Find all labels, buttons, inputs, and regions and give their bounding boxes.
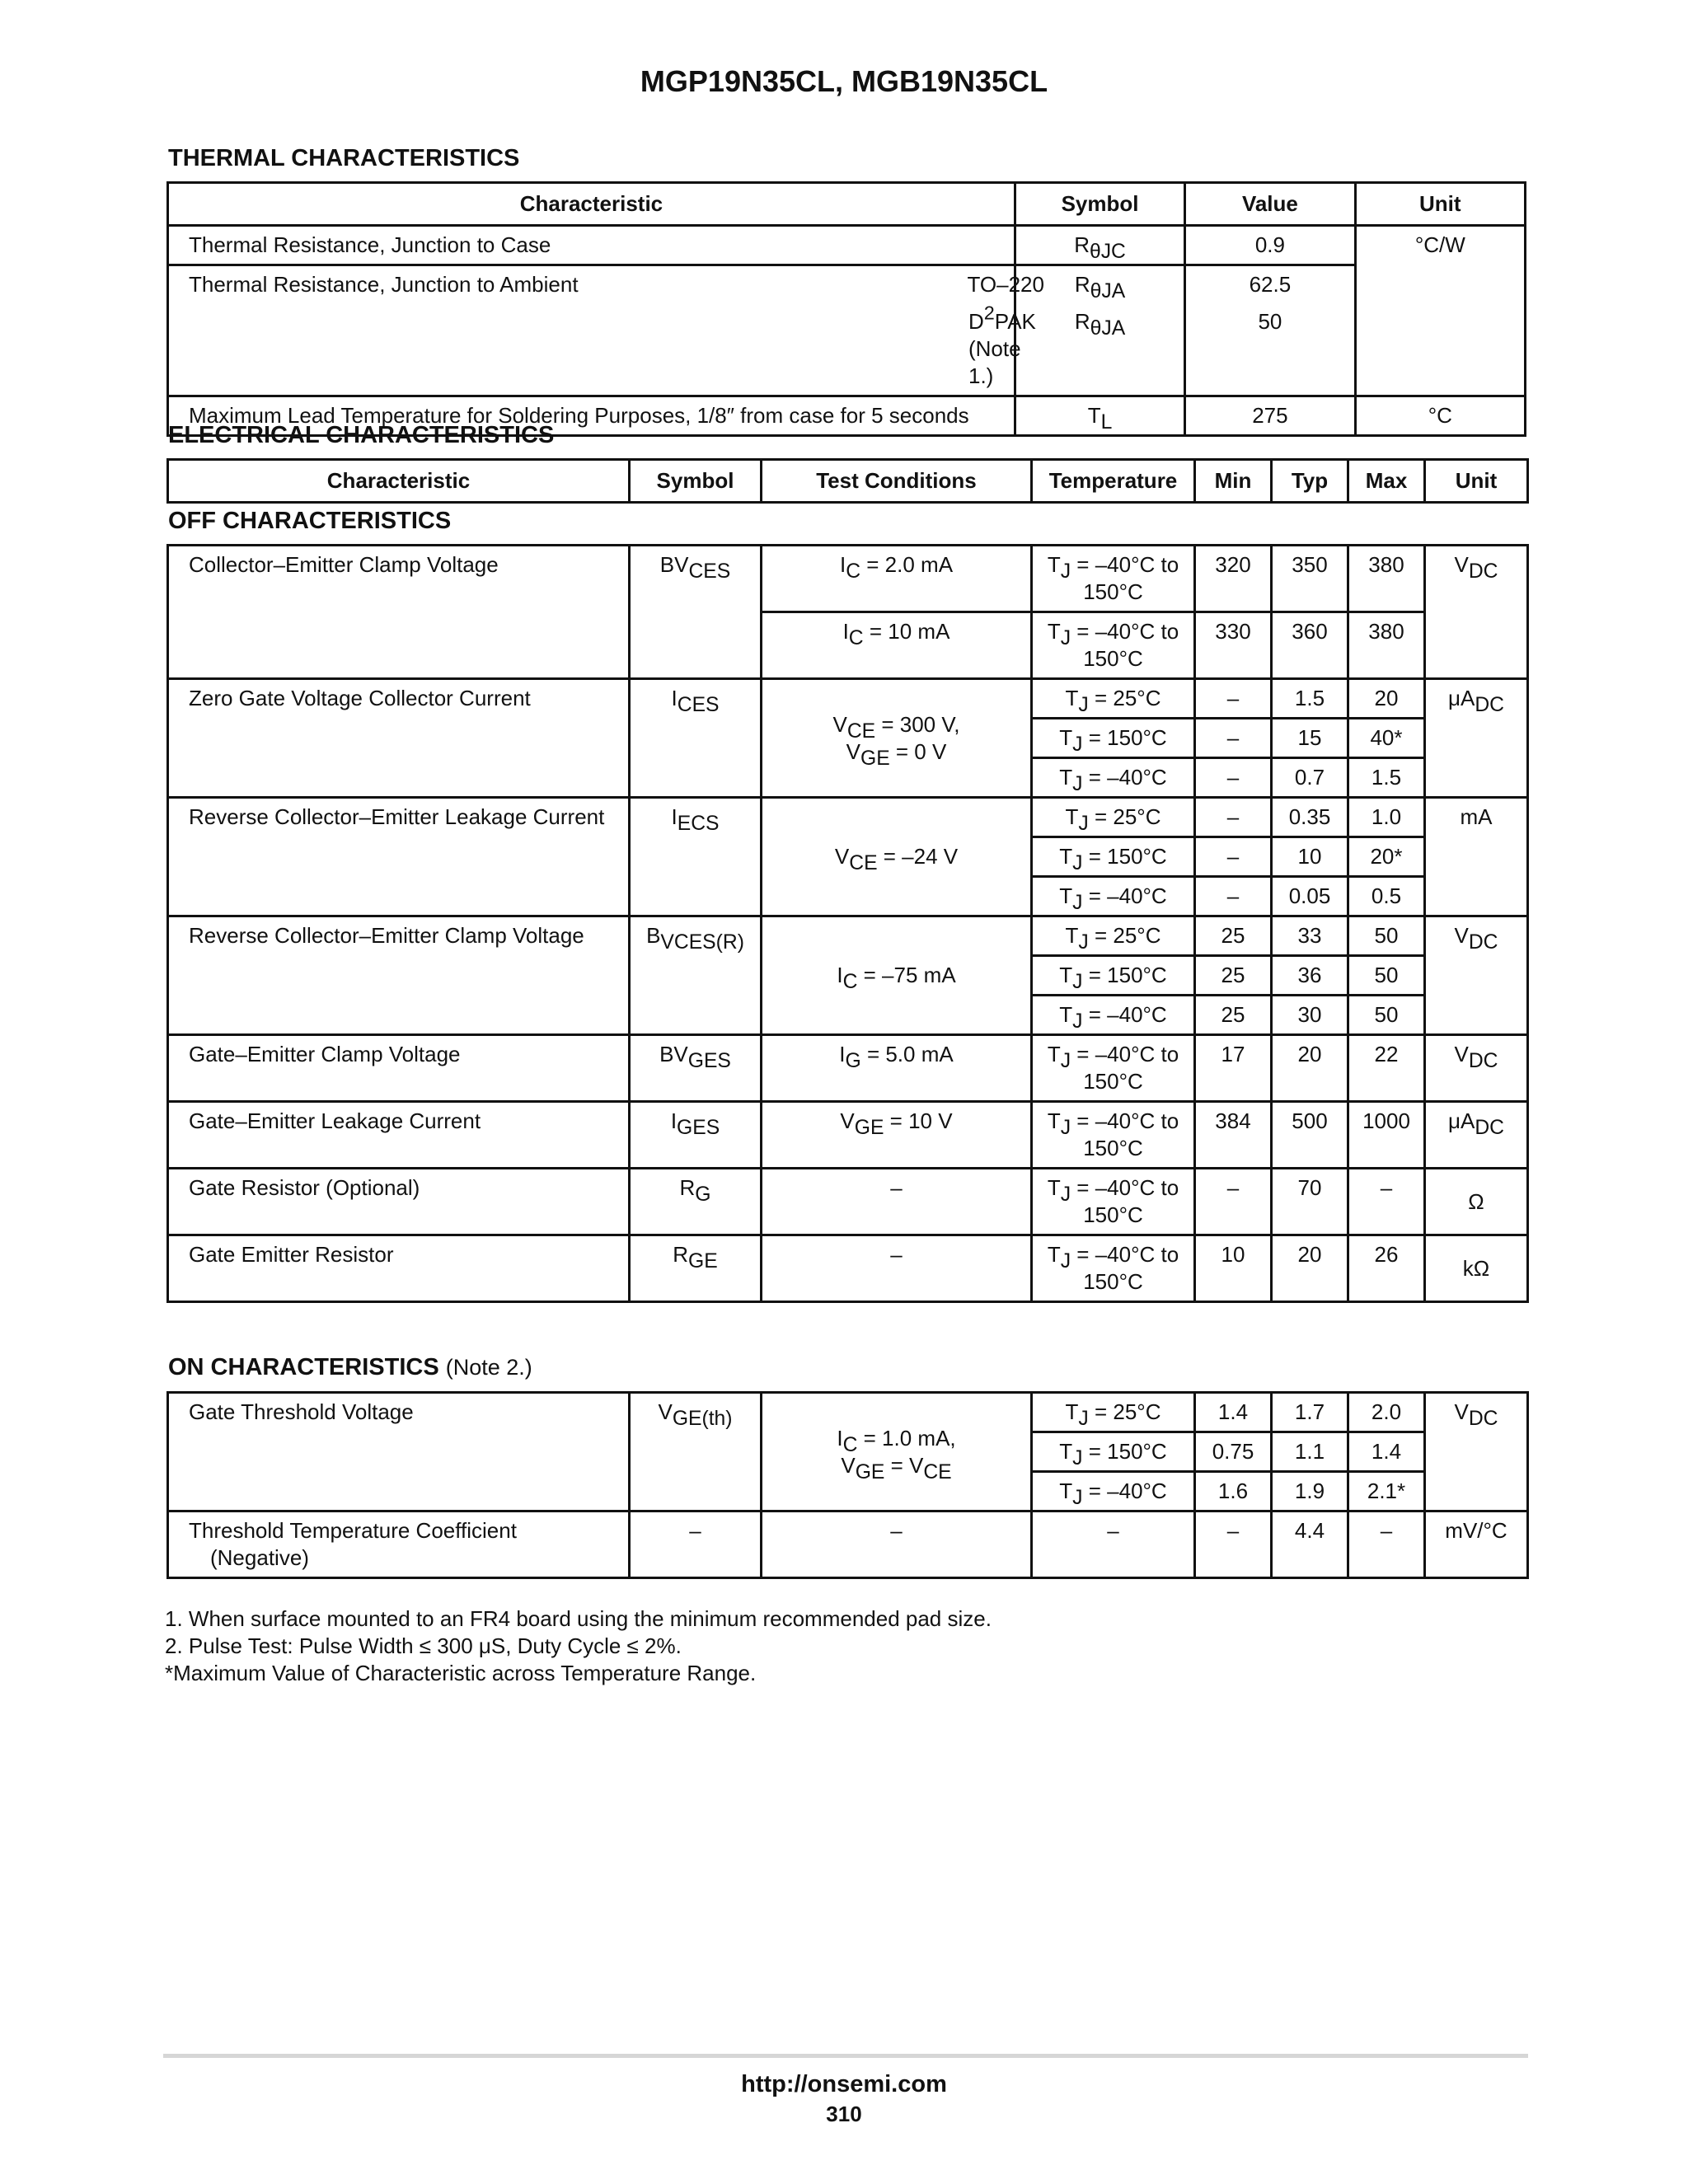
off-table: [166, 544, 1529, 1303]
min: 0.75: [1195, 1432, 1272, 1472]
typ: 20: [1272, 1035, 1348, 1102]
test-condition: $I_C = 10$ mA: [762, 612, 1032, 679]
table-row: [168, 1169, 1528, 1235]
typ: 33: [1272, 916, 1348, 956]
table-row: [168, 1035, 1528, 1102]
temperature: $T_J = -40^\circ C$ to 150°C: [1032, 612, 1195, 679]
typ: 70: [1272, 1169, 1348, 1235]
value: 0.9: [1185, 226, 1355, 265]
temperature: $T_J = -40^\circ C$: [1032, 877, 1195, 916]
temperature: $T_J = 25^\circ C$: [1032, 798, 1195, 837]
col-max: Max: [1348, 460, 1425, 503]
min: 10: [1195, 1235, 1272, 1302]
max: 0.5: [1348, 877, 1425, 916]
min: 25: [1195, 916, 1272, 956]
temperature: $T_J = 150^\circ C$: [1032, 1432, 1195, 1472]
max: 2.0: [1348, 1393, 1425, 1432]
temperature: $T_J = 25^\circ C$: [1032, 916, 1195, 956]
col-typ: Typ: [1272, 460, 1348, 503]
unit: $V_{DC}$: [1425, 916, 1528, 1035]
characteristic: Collector–Emitter Clamp Voltage: [168, 546, 630, 679]
unit: °C/W: [1355, 226, 1525, 396]
table-row: [168, 1102, 1528, 1169]
max: 2.1*: [1348, 1472, 1425, 1511]
min: –: [1195, 1169, 1272, 1235]
typ: 0.05: [1272, 877, 1348, 916]
thermal-heading: THERMAL CHARACTERISTICS: [168, 145, 520, 171]
typ: 1.9: [1272, 1472, 1348, 1511]
page-number: 310: [826, 2102, 862, 2126]
temperature: $T_J = 150^\circ C$: [1032, 719, 1195, 758]
unit: mA: [1425, 798, 1528, 916]
characteristic: Gate Threshold Voltage: [168, 1393, 630, 1511]
unit: $V_{DC}$: [1425, 1393, 1528, 1511]
temperature: $T_J = -40^\circ C$: [1032, 1472, 1195, 1511]
typ: 30: [1272, 996, 1348, 1035]
symbol: $I_{CES}$: [630, 679, 762, 798]
col-temperature: Temperature: [1032, 460, 1195, 503]
max: 40*: [1348, 719, 1425, 758]
typ: 350: [1272, 546, 1348, 612]
test-condition: $V_{GE} = 10$ V: [762, 1102, 1032, 1169]
typ: 15: [1272, 719, 1348, 758]
max: 20: [1348, 679, 1425, 719]
col-test-conditions: Test Conditions: [762, 460, 1032, 503]
characteristic: Gate–Emitter Clamp Voltage: [168, 1035, 630, 1102]
on-table: [166, 1391, 1529, 1579]
on-heading: ON CHARACTERISTICS (Note 2.): [168, 1354, 532, 1380]
typ: 1.1: [1272, 1432, 1348, 1472]
max: 1.5: [1348, 758, 1425, 798]
min: –: [1195, 758, 1272, 798]
test-condition: $V_{CE} = 300$ V, $V_{GE} = 0$ V: [762, 679, 1032, 798]
footer-link[interactable]: http://onsemi.com: [741, 2071, 947, 2097]
min: 384: [1195, 1102, 1272, 1169]
test-condition: $I_C = 2.0$ mA: [762, 546, 1032, 612]
test-condition: $V_{CE} = -24$ V: [762, 798, 1032, 916]
on-note: (Note 2.): [445, 1355, 532, 1380]
temperature: $T_J = -40^\circ C$ to 150°C: [1032, 1169, 1195, 1235]
package: TO–220: [967, 272, 1044, 297]
temperature: –: [1032, 1511, 1195, 1578]
footnote: 1. When surface mounted to an FR4 board using the minimum recommended pad size.: [165, 1606, 992, 1631]
unit: $\mu A_{DC}$: [1425, 1102, 1528, 1169]
test-condition: $I_C = 1.0$ mA, $V_{GE} = V_{CE}$: [762, 1393, 1032, 1511]
typ: 20: [1272, 1235, 1348, 1302]
max: 26: [1348, 1235, 1425, 1302]
temperature: $T_J = -40^\circ C$: [1032, 996, 1195, 1035]
symbol: $BV_{CES}$: [630, 546, 762, 679]
col-value: Value: [1185, 183, 1355, 226]
electrical-header-row: [168, 460, 1528, 503]
test-condition: –: [762, 1169, 1032, 1235]
temperature: $T_J = -40^\circ C$ to 150°C: [1032, 1235, 1195, 1302]
footer-divider: [163, 2054, 1528, 2058]
max: 380: [1348, 546, 1425, 612]
symbol: $I_{ECS}$: [630, 798, 762, 916]
symbol: $R_{GE}$: [630, 1235, 762, 1302]
symbol: $R_G$: [630, 1169, 762, 1235]
col-unit: Unit: [1355, 183, 1525, 226]
test-condition: –: [762, 1511, 1032, 1578]
electrical-header-table: [166, 458, 1529, 504]
characteristic: Maximum Lead Temperature for Soldering Purposes, 1/8″ from case for 5 seconds: [168, 396, 1015, 436]
min: –: [1195, 877, 1272, 916]
characteristic: Thermal Resistance, Junction to Ambient TO–220: [168, 265, 1015, 304]
symbol: $T_L$: [1015, 396, 1184, 436]
col-symbol: Symbol: [1015, 183, 1184, 226]
col-unit: Unit: [1425, 460, 1528, 503]
min: 25: [1195, 956, 1272, 996]
max: 380: [1348, 612, 1425, 679]
characteristic: Gate Resistor (Optional): [168, 1169, 630, 1235]
min: –: [1195, 719, 1272, 758]
min: –: [1195, 1511, 1272, 1578]
max: 1000: [1348, 1102, 1425, 1169]
temperature: $T_J = 150^\circ C$: [1032, 956, 1195, 996]
temperature: $T_J = -40^\circ C$ to 150°C: [1032, 546, 1195, 612]
max: 1.0: [1348, 798, 1425, 837]
thermal-table: [166, 181, 1526, 437]
table-row: [168, 679, 1528, 719]
table-row: [168, 1393, 1528, 1432]
symbol: $I_{GES}$: [630, 1102, 762, 1169]
unit: kΩ: [1425, 1235, 1528, 1302]
unit: $\mu A_{DC}$: [1425, 679, 1528, 798]
test-condition: –: [762, 1235, 1032, 1302]
temperature: $T_J = -40^\circ C$ to 150°C: [1032, 1102, 1195, 1169]
max: 22: [1348, 1035, 1425, 1102]
symbol: $BV_{GES}$: [630, 1035, 762, 1102]
unit: Ω: [1425, 1169, 1528, 1235]
temperature: $T_J = -40^\circ C$: [1032, 758, 1195, 798]
unit: $V_{DC}$: [1425, 1035, 1528, 1102]
table-row: [168, 1511, 1528, 1578]
typ: 4.4: [1272, 1511, 1348, 1578]
typ: 10: [1272, 837, 1348, 877]
min: 330: [1195, 612, 1272, 679]
table-row: [168, 226, 1526, 265]
symbol: $R_{\theta JC}$: [1015, 226, 1184, 265]
unit: $V_{DC}$: [1425, 546, 1528, 679]
symbol: $R_{\theta JA}$: [1015, 265, 1184, 304]
max: –: [1348, 1511, 1425, 1578]
max: 20*: [1348, 837, 1425, 877]
typ: 0.7: [1272, 758, 1348, 798]
characteristic: Reverse Collector–Emitter Clamp Voltage: [168, 916, 630, 1035]
electrical-heading: ELECTRICAL CHARACTERISTICS: [168, 422, 555, 448]
min: 320: [1195, 546, 1272, 612]
table-row: [168, 546, 1528, 612]
package: $D^2PAK$ (Note 1.): [168, 303, 1015, 396]
test-condition: $I_C = -75$ mA: [762, 916, 1032, 1035]
min: 25: [1195, 996, 1272, 1035]
thermal-header-row: [168, 183, 1526, 226]
characteristic: Threshold Temperature Coefficient (Negative): [168, 1511, 630, 1578]
min: –: [1195, 679, 1272, 719]
max: –: [1348, 1169, 1425, 1235]
table-row: [168, 916, 1528, 956]
min: 1.6: [1195, 1472, 1272, 1511]
characteristic: Thermal Resistance, Junction to Case: [168, 226, 1015, 265]
temperature: $T_J = 25^\circ C$: [1032, 679, 1195, 719]
col-characteristic: Characteristic: [168, 460, 630, 503]
max: 1.4: [1348, 1432, 1425, 1472]
typ: 1.7: [1272, 1393, 1348, 1432]
col-min: Min: [1195, 460, 1272, 503]
table-row: [168, 303, 1526, 396]
value: 50: [1185, 303, 1355, 396]
col-characteristic: Characteristic: [168, 183, 1015, 226]
unit: °C: [1355, 396, 1525, 436]
characteristic: Zero Gate Voltage Collector Current: [168, 679, 630, 798]
value: 62.5: [1185, 265, 1355, 304]
temperature: $T_J = 25^\circ C$: [1032, 1393, 1195, 1432]
table-row: [168, 798, 1528, 837]
typ: 0.35: [1272, 798, 1348, 837]
characteristic: Gate–Emitter Leakage Current: [168, 1102, 630, 1169]
characteristic: Gate Emitter Resistor: [168, 1235, 630, 1302]
value: 275: [1185, 396, 1355, 436]
symbol: $B_{VCES(R)}$: [630, 916, 762, 1035]
typ: 1.5: [1272, 679, 1348, 719]
temperature: $T_J = 150^\circ C$: [1032, 837, 1195, 877]
test-condition: $I_G = 5.0$ mA: [762, 1035, 1032, 1102]
footnote: *Maximum Value of Characteristic across Temperature Range.: [165, 1661, 757, 1685]
temperature: $T_J = -40^\circ C$ to 150°C: [1032, 1035, 1195, 1102]
symbol: $V_{GE(th)}$: [630, 1393, 762, 1511]
table-row: [168, 1235, 1528, 1302]
typ: 360: [1272, 612, 1348, 679]
typ: 500: [1272, 1102, 1348, 1169]
table-row: [168, 265, 1526, 304]
unit: mV/°C: [1425, 1511, 1528, 1578]
symbol: $R_{\theta JA}$: [1015, 303, 1184, 396]
min: –: [1195, 798, 1272, 837]
typ: 36: [1272, 956, 1348, 996]
off-heading: OFF CHARACTERISTICS: [168, 508, 452, 534]
min: –: [1195, 837, 1272, 877]
max: 50: [1348, 916, 1425, 956]
page-title: MGP19N35CL, MGB19N35CL: [640, 64, 1048, 98]
characteristic: Reverse Collector–Emitter Leakage Current: [168, 798, 630, 916]
col-symbol: Symbol: [630, 460, 762, 503]
max: 50: [1348, 996, 1425, 1035]
footnote: 2. Pulse Test: Pulse Width ≤ 300 μS, Duty Cycle ≤ 2%.: [165, 1633, 682, 1658]
footnotes: [165, 1605, 992, 1687]
max: 50: [1348, 956, 1425, 996]
min: 17: [1195, 1035, 1272, 1102]
symbol: –: [630, 1511, 762, 1578]
min: 1.4: [1195, 1393, 1272, 1432]
